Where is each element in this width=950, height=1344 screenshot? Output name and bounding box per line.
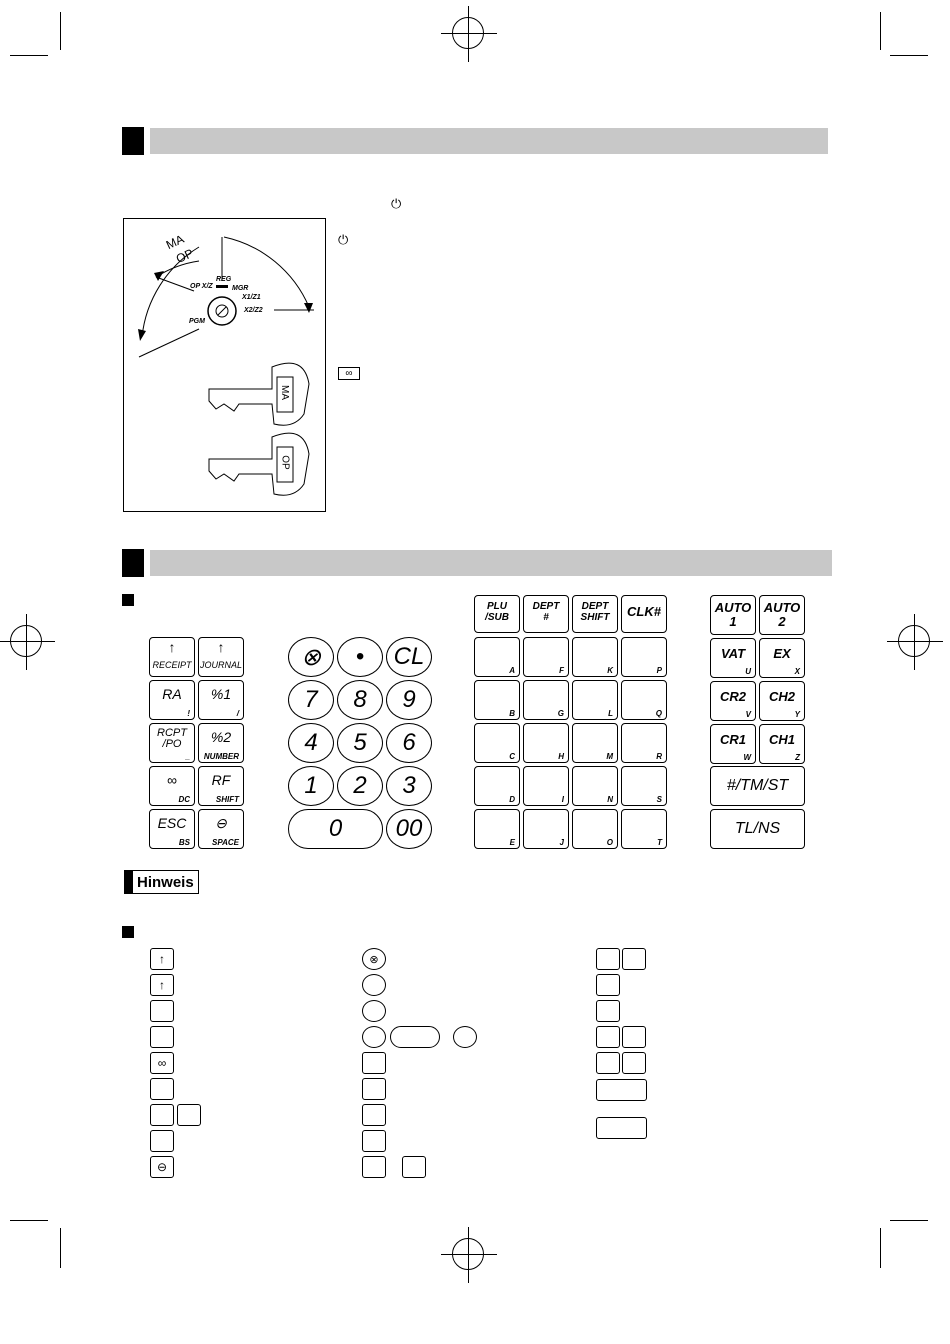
department-key[interactable] (474, 723, 520, 763)
left-key[interactable] (149, 680, 195, 720)
key-sublabel: G (557, 709, 564, 718)
numeric-key[interactable]: 4 (288, 723, 334, 763)
legend-key (622, 1026, 646, 1048)
function-key[interactable] (759, 595, 805, 635)
department-key[interactable] (523, 680, 569, 720)
section-marker (122, 549, 144, 577)
left-key[interactable] (198, 766, 244, 806)
crop-mark (890, 55, 928, 56)
registration-mark (898, 625, 930, 657)
numeric-key[interactable]: 1 (288, 766, 334, 806)
key-label: AUTO 1 (714, 600, 752, 629)
crop-mark (880, 12, 881, 50)
key-label: RA (162, 686, 182, 702)
crop-mark (60, 12, 61, 50)
legend-key (177, 1104, 201, 1126)
dial-label-x1z1: X1/Z1 (242, 294, 261, 301)
key-label: CR2 (719, 689, 746, 704)
section-header-bar (150, 550, 832, 576)
legend-key (362, 1156, 386, 1178)
legend-key (150, 1000, 174, 1022)
key-sublabel: S (656, 795, 662, 804)
key-label: CLK# (627, 604, 661, 619)
key-sublabel: T (657, 838, 662, 847)
mode-switch-diagram (124, 219, 325, 511)
department-key[interactable] (621, 809, 667, 849)
function-key[interactable] (759, 724, 805, 764)
key-sublabel: BS (178, 838, 190, 847)
key-sublabel: NUMBER (203, 752, 239, 761)
legend-key (362, 1078, 386, 1100)
zero-key[interactable]: 0 (288, 809, 383, 849)
key-sublabel: D (509, 795, 515, 804)
dial-label-ma: MA (163, 231, 187, 253)
department-key[interactable] (523, 637, 569, 677)
key-label: PLU /SUB (485, 601, 509, 623)
legend-key (402, 1156, 426, 1178)
key-sublabel: W (743, 753, 751, 762)
arrow-icon: ↑ (168, 639, 176, 655)
department-key[interactable] (572, 766, 618, 806)
key-label-ma: MA (279, 385, 290, 400)
function-key[interactable] (710, 681, 756, 721)
key-label: VAT (720, 646, 746, 661)
ma-key-icon (209, 363, 309, 425)
crop-mark (10, 1220, 48, 1221)
legend-key: ⊖ (150, 1156, 174, 1178)
double-zero-key[interactable]: 00 (386, 809, 432, 849)
dial-label-op: OP (173, 245, 196, 267)
dial-label-mgr: MGR (232, 285, 249, 292)
legend-key: ↑ (150, 948, 174, 970)
numeric-key[interactable]: 6 (386, 723, 432, 763)
dial-label-opxz: OP X/Z (190, 283, 213, 290)
legend-wide-key (596, 1079, 647, 1101)
key-label: ∞ (167, 772, 177, 788)
registration-mark (10, 625, 42, 657)
numeric-key[interactable]: 3 (386, 766, 432, 806)
key-label: JOURNAL (199, 660, 242, 670)
hinweis-label: Hinweis (137, 873, 194, 891)
numeric-key[interactable]: • (337, 637, 383, 677)
key-label: %1 (210, 686, 232, 702)
key-sublabel: J (559, 838, 564, 847)
power-icon: ⏻ (338, 232, 349, 247)
subsection-marker (122, 594, 134, 606)
key-label: DEPT # (532, 601, 560, 623)
dept-function-key[interactable] (523, 595, 569, 633)
key-sublabel: P (656, 666, 662, 675)
wide-function-key[interactable] (710, 809, 805, 849)
key-label: CH2 (768, 689, 795, 704)
legend-key: ↑ (150, 974, 174, 996)
key-label: EX (773, 646, 791, 661)
wide-function-key[interactable] (710, 766, 805, 806)
numeric-key[interactable]: 2 (337, 766, 383, 806)
function-key[interactable] (759, 638, 805, 678)
dial-label-reg: REG (216, 276, 232, 283)
key-sublabel: A (509, 666, 515, 675)
registration-mark (452, 17, 484, 49)
key-sublabel: _ (185, 752, 190, 761)
arrow-icon: ↑ (217, 639, 225, 655)
key-label: RF (211, 772, 231, 788)
key-label: RECEIPT (152, 660, 192, 670)
key-sublabel: V (745, 710, 751, 719)
numeric-key[interactable]: 5 (337, 723, 383, 763)
department-key[interactable] (572, 637, 618, 677)
power-icon: ⏻ (391, 196, 402, 211)
department-key[interactable] (523, 766, 569, 806)
key-sublabel: Z (795, 753, 800, 762)
legend-circle-key (453, 1026, 477, 1048)
op-key-icon (209, 433, 309, 495)
legend-key (622, 1052, 646, 1074)
numeric-key[interactable]: 9 (386, 680, 432, 720)
key-label: %2 (210, 729, 232, 745)
legend-circle-key (362, 1000, 386, 1022)
department-key[interactable] (621, 766, 667, 806)
legend-key (622, 948, 646, 970)
function-key[interactable] (759, 681, 805, 721)
legend-key: ∞ (150, 1052, 174, 1074)
legend-key (596, 974, 620, 996)
department-key[interactable] (523, 723, 569, 763)
key-sublabel: E (509, 838, 515, 847)
legend-key (596, 1000, 620, 1022)
section-marker (122, 127, 144, 155)
left-key[interactable] (198, 723, 244, 763)
key-sublabel: / (236, 709, 239, 718)
key-label: #/TM/ST (726, 777, 789, 794)
key-sublabel: C (509, 752, 515, 761)
key-label: ESC (157, 815, 187, 831)
left-key[interactable] (149, 723, 195, 763)
numeric-key[interactable]: 7 (288, 680, 334, 720)
key-sublabel: B (509, 709, 515, 718)
numeric-key[interactable]: 8 (337, 680, 383, 720)
key-sublabel: M (606, 752, 613, 761)
section-header-bar (150, 128, 828, 154)
legend-circle-key (362, 1026, 386, 1048)
legend-key (362, 1104, 386, 1126)
infinity-icon: ∞ (338, 367, 360, 380)
key-sublabel: Y (794, 710, 800, 719)
department-key[interactable] (474, 680, 520, 720)
mode-switch-figure (123, 218, 326, 512)
registration-mark (452, 1238, 484, 1270)
legend-wide-key (596, 1117, 647, 1139)
subsection-marker (122, 926, 134, 938)
function-key[interactable] (710, 595, 756, 635)
key-sublabel: DC (178, 795, 190, 804)
department-key[interactable] (572, 680, 618, 720)
key-label: AUTO 2 (763, 600, 801, 629)
key-sublabel: X (794, 667, 800, 676)
key-sublabel: K (607, 666, 613, 675)
key-label: TL/NS (734, 820, 781, 837)
function-key[interactable] (710, 638, 756, 678)
left-key[interactable] (198, 680, 244, 720)
legend-key (362, 1130, 386, 1152)
key-sublabel: L (608, 709, 613, 718)
dept-function-key[interactable] (621, 595, 667, 633)
hinweis-badge (124, 870, 199, 894)
key-label: CR1 (719, 732, 746, 747)
key-sublabel: ! (187, 709, 190, 718)
key-sublabel: U (745, 667, 751, 676)
key-sublabel: I (561, 795, 564, 804)
left-key[interactable] (149, 766, 195, 806)
key-sublabel: SPACE (212, 838, 239, 847)
department-key[interactable] (621, 723, 667, 763)
department-key[interactable] (474, 809, 520, 849)
legend-key (362, 1052, 386, 1074)
legend-key (150, 1130, 174, 1152)
crop-mark (10, 55, 48, 56)
dept-function-key[interactable] (474, 595, 520, 633)
legend-key (596, 1052, 620, 1074)
legend-key (150, 1104, 174, 1126)
legend-zero-key (390, 1026, 440, 1048)
department-key[interactable] (523, 809, 569, 849)
key-label: RCPT /PO (157, 727, 187, 750)
key-sublabel: H (558, 752, 564, 761)
numeric-key[interactable]: CL (386, 637, 432, 677)
left-key[interactable] (198, 809, 244, 849)
legend-circle-key (362, 974, 386, 996)
dept-function-key[interactable] (572, 595, 618, 633)
legend-key (150, 1078, 174, 1100)
dial-label-pgm: PGM (189, 318, 205, 325)
key-label: ⊖ (215, 815, 227, 831)
crop-mark (880, 1228, 881, 1268)
left-key[interactable] (149, 637, 195, 677)
key-label: DEPT SHIFT (580, 601, 610, 623)
department-key[interactable] (572, 809, 618, 849)
key-sublabel: SHIFT (215, 795, 239, 804)
department-key[interactable] (572, 723, 618, 763)
left-key[interactable] (198, 637, 244, 677)
department-key[interactable] (474, 766, 520, 806)
left-key[interactable] (149, 809, 195, 849)
numeric-key[interactable]: ⊗ (288, 637, 334, 677)
function-key[interactable] (710, 724, 756, 764)
legend-circle-key: ⊗ (362, 948, 386, 970)
key-sublabel: Q (655, 709, 662, 718)
legend-key (596, 948, 620, 970)
department-key[interactable] (621, 680, 667, 720)
key-sublabel: R (656, 752, 662, 761)
key-label: CH1 (768, 732, 795, 747)
department-key[interactable] (621, 637, 667, 677)
key-label-op: OP (279, 455, 291, 470)
legend-key (596, 1026, 620, 1048)
crop-mark (60, 1228, 61, 1268)
dial-label-x2z2: X2/Z2 (244, 307, 263, 314)
crop-mark (890, 1220, 928, 1221)
key-sublabel: O (606, 838, 613, 847)
legend-key (150, 1026, 174, 1048)
key-sublabel: N (607, 795, 613, 804)
key-sublabel: F (559, 666, 564, 675)
department-key[interactable] (474, 637, 520, 677)
